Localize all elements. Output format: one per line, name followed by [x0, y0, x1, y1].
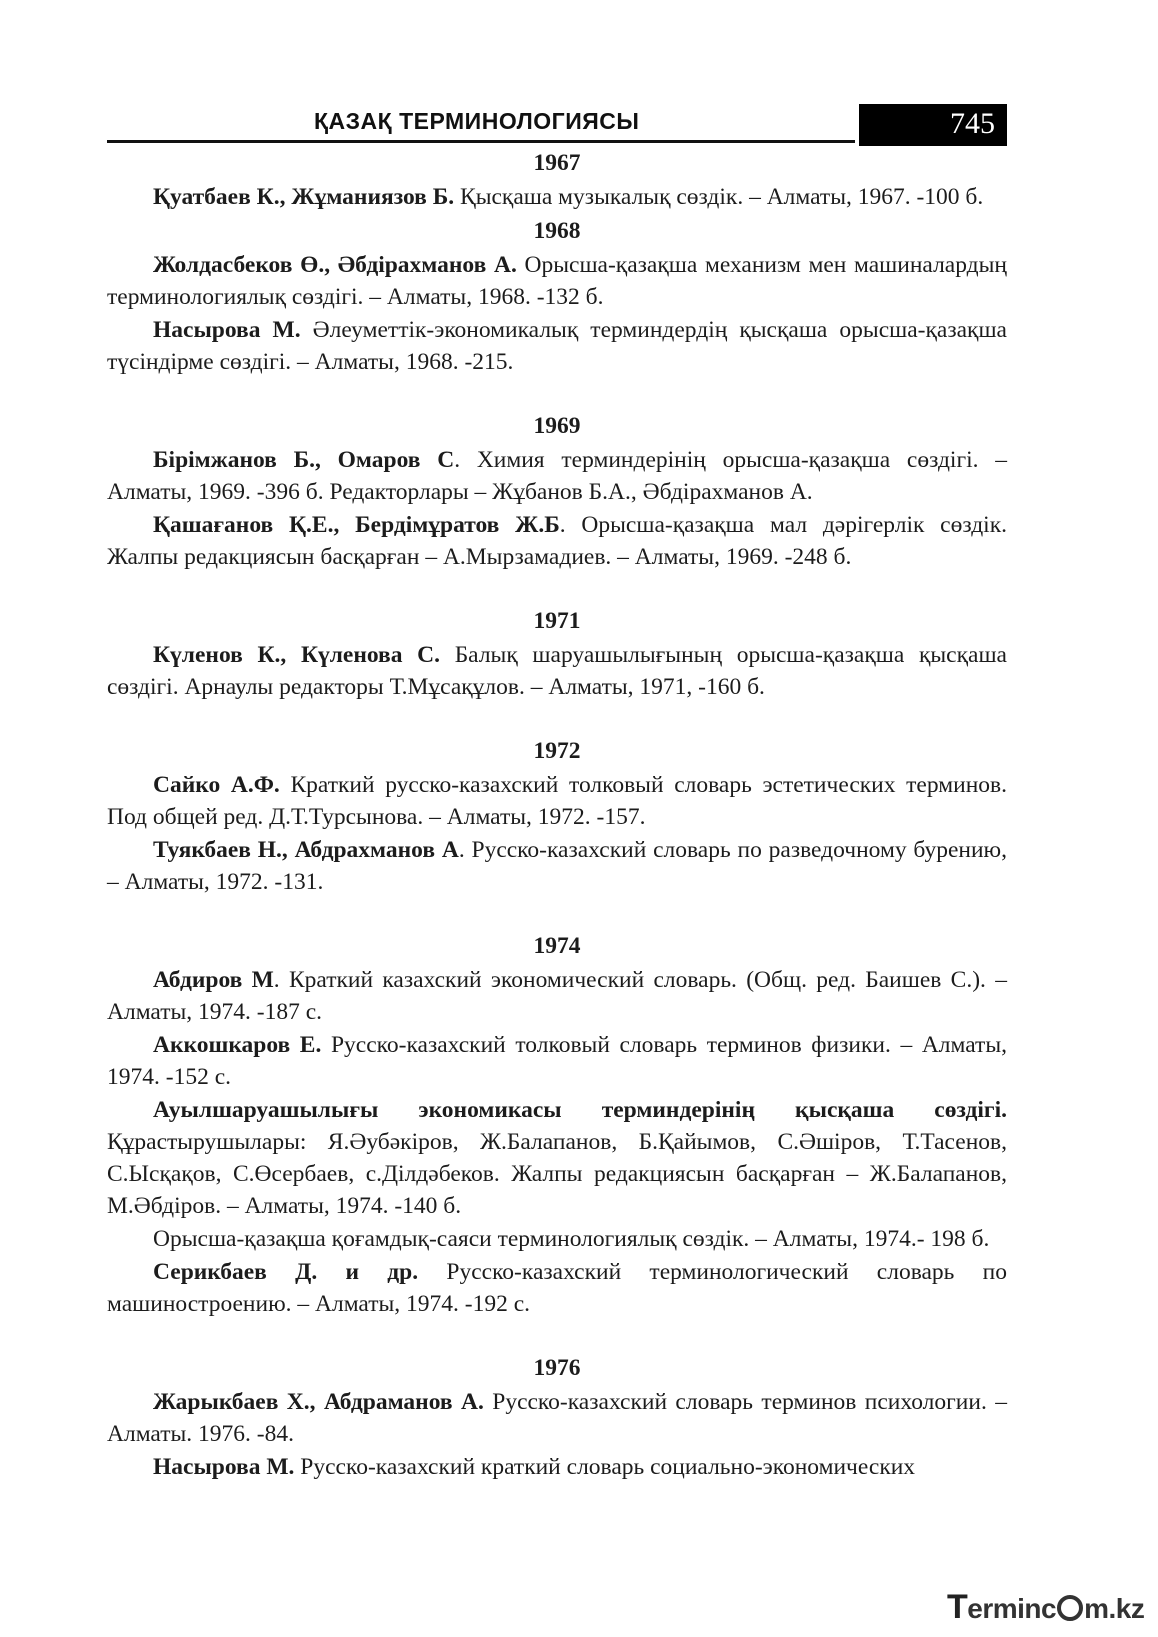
year-heading: 1969 — [533, 413, 581, 439]
running-title: ҚАЗАҚ ТЕРМИНОЛОГИЯСЫ — [314, 108, 640, 134]
bib-entry — [107, 964, 1007, 1028]
section-gap — [107, 704, 1007, 734]
bib-entry — [107, 769, 1007, 833]
entry-author: Жолдасбеков Ө., Әбдірахманов А. — [153, 252, 517, 278]
o-circle-icon — [1057, 1595, 1083, 1621]
bib-entry — [107, 314, 1007, 378]
termincom-watermark — [947, 1588, 1144, 1627]
entry-text: Орысша-қазақша қоғамдық-саяси терминологиялық сөздік. – Алматы, 1974.- 198 б. — [153, 1226, 990, 1252]
entry-author: Абдиров М — [153, 967, 274, 993]
year-heading: 1972 — [533, 738, 581, 764]
section-gap — [107, 899, 1007, 929]
bib-entry — [107, 181, 1007, 213]
entry-text: . Русско-казахский словарь по разведочному бурению, – Алматы, 1972. -131. — [107, 837, 1007, 895]
year-section-1967 — [107, 146, 1007, 213]
bib-entry — [107, 249, 1007, 313]
year-heading: 1967 — [533, 150, 581, 176]
entry-author: Насырова М. — [153, 317, 301, 343]
year-section-1969 — [107, 409, 1007, 573]
entry-text: Әлеуметтік-экономикалық терминдердің қысқаша орысша-қазақша түсіндірме сөздігі. – Алматы, 1968. -215. — [107, 317, 1007, 375]
bib-entry — [107, 1256, 1007, 1320]
bib-entry — [107, 639, 1007, 703]
year-heading: 1971 — [533, 608, 581, 634]
entry-author: Қашағанов Қ.Е., Бердімұратов Ж.Б — [153, 512, 560, 538]
page-number: 745 — [859, 104, 1007, 146]
entry-text: . Краткий казахский экономический словарь. (Общ. ред. Баишев С.). – Алматы, 1974. -187 с. — [107, 967, 1007, 1025]
entry-text: Русско-казахский краткий словарь социально-экономических — [294, 1454, 916, 1480]
entry-text: Краткий русско-казахский толковый словарь эстетических терминов. Под общей ред. Д.Т.Турсынова. – Алматы, 1972. -157. — [107, 772, 1008, 830]
entry-text: Русско-казахский словарь терминов психологии. – Алматы. 1976. -84. — [107, 1389, 1007, 1447]
watermark-text: erminc — [967, 1593, 1057, 1624]
page-header — [107, 104, 1007, 146]
bib-entry — [107, 1223, 1007, 1255]
header-rule — [107, 140, 855, 143]
year-section-1976 — [107, 1351, 1007, 1483]
bib-entry — [107, 1029, 1007, 1093]
bib-entry — [107, 834, 1007, 898]
entry-text: Русско-казахский толковый словарь терминов физики. – Алматы, 1974. -152 с. — [107, 1032, 1007, 1090]
entry-text: . Орысша-қазақша мал дәрігерлік сөздік. Жалпы редакциясын басқарған – А.Мырзамадиев. – Алматы, 1969. -248 б. — [107, 512, 1007, 570]
entry-author: Ауылшаруашылығы экономикасы терминдерінің қысқаша сөздігі. — [153, 1097, 1007, 1123]
year-section-1971 — [107, 604, 1007, 703]
entry-text: Құрастырушылары: Я.Әубәкіров, Ж.Балапанов, Б.Қайымов, С.Әшіров, Т.Тасенов, С.Ысқақов, С.Өсербаев, с.Ділдәбеков. Жалпы редакциясын басқарған – Ж.Балапанов, М.Әбдіров. – Алматы, 1974. -140 б. — [107, 1129, 1007, 1219]
watermark-domain: m.kz — [1084, 1593, 1145, 1624]
bib-entry — [107, 444, 1007, 508]
year-section-1968 — [107, 214, 1007, 378]
entry-text: Қысқаша музыкалық сөздік. – Алматы, 1967. -100 б. — [454, 184, 984, 210]
entry-text: . Химия терминдерінің орысша-қазақша сөздігі. – Алматы, 1969. -396 б. Редакторлары – Жұбанов Б.А., Әбдірахманов А. — [107, 447, 1007, 505]
entry-text: Орысша-қазақша механизм мен машиналардың терминологиялық сөздігі. – Алматы, 1968. -132 б. — [107, 252, 1007, 310]
entry-text: Балық шаруашылығының орысша-қазақша қысқаша сөздігі. Арнаулы редакторы Т.Мұсақұлов. – Алматы, 1971, -160 б. — [107, 642, 1007, 700]
entry-author: Күленов К., Күленова С. — [153, 642, 441, 668]
watermark-letter: T — [947, 1588, 968, 1626]
entry-author: Қуатбаев К., Жұманиязов Б. — [153, 184, 455, 210]
bib-entry — [107, 1094, 1007, 1222]
year-heading: 1968 — [533, 218, 581, 244]
entry-author: Аккошкаров Е. — [153, 1032, 322, 1058]
bib-entry — [107, 1451, 1007, 1483]
entry-author: Туякбаев Н., Абдрахманов А — [153, 837, 459, 863]
entry-author: Бірімжанов Б., Омаров С — [153, 447, 455, 473]
entry-author: Сайко А.Ф. — [153, 772, 280, 798]
year-section-1972 — [107, 734, 1007, 898]
bib-entry — [107, 1386, 1007, 1450]
section-gap — [107, 1321, 1007, 1351]
entry-author: Насырова М. — [153, 1454, 295, 1480]
entry-text: Русско-казахский терминологический словарь по машиностроению. – Алматы, 1974. -192 с. — [107, 1259, 1007, 1317]
bib-entry — [107, 509, 1007, 573]
year-section-1974 — [107, 929, 1007, 1320]
entry-author: Жарыкбаев Х., Абдраманов А. — [153, 1389, 484, 1415]
section-gap — [107, 379, 1007, 409]
year-heading: 1976 — [533, 1355, 581, 1381]
entry-author: Серикбаев Д. и др. — [153, 1259, 419, 1285]
year-heading: 1974 — [533, 933, 581, 959]
bibliography-content — [107, 146, 1007, 1484]
section-gap — [107, 574, 1007, 604]
